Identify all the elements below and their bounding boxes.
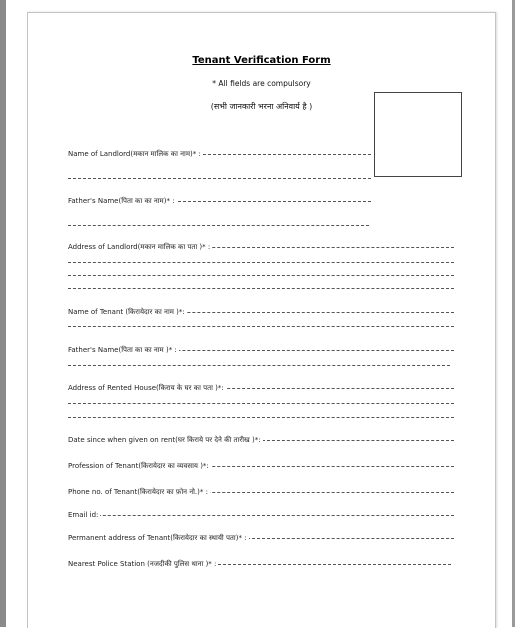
field-label: Phone no. of Tenant(किरायेदार का फ़ोन नो.)* : — [68, 488, 208, 496]
field-label: Date since when given on rent(घर किराये पर देने की तारीख )*: — [68, 436, 261, 444]
field-landlord-address[interactable] — [68, 242, 454, 252]
form-subtitle-hindi: (सभी जानकारी भरना अनिवार्य है ) — [210, 102, 313, 111]
fill-line — [68, 326, 454, 327]
field-label: Email id: — [68, 511, 99, 519]
field-email[interactable] — [68, 510, 454, 520]
field-label: Father's Name(पिता का का नाम)* : — [68, 197, 175, 205]
viewer-scrollbar[interactable] — [512, 0, 515, 627]
field-tenant-phone[interactable] — [68, 487, 454, 497]
form-subtitle: * All fields are compulsory — [212, 79, 311, 88]
field-nearest-police-station[interactable] — [68, 559, 451, 569]
viewer-left-edge — [0, 0, 6, 627]
fill-line — [68, 365, 450, 366]
field-tenant-name[interactable] — [68, 307, 454, 317]
field-rent-start-date[interactable] — [68, 435, 454, 445]
field-label: Name of Landlord(मकान मालिक का नाम)* : — [68, 150, 201, 158]
field-label: Profession of Tenant(किरायेदार का व्यवसाय )*: — [68, 462, 209, 470]
fill-line — [68, 262, 454, 263]
form-title: Tenant Verification Form — [192, 55, 331, 66]
field-label: Address of Rented House(किराय के घर का पता )*: — [68, 384, 224, 392]
fill-line — [68, 225, 369, 226]
field-label: Permanent address of Tenant(किरायेदार का स्थायी पता)* : — [68, 534, 247, 542]
field-permanent-address[interactable] — [68, 533, 454, 543]
fill-line — [68, 178, 371, 179]
field-tenant-profession[interactable] — [68, 461, 454, 471]
fill-line — [68, 417, 454, 418]
field-label: Nearest Police Station (नजदीकी पुलिस थाना )* : — [68, 560, 217, 568]
fill-line — [68, 288, 454, 289]
field-label: Address of Landlord(मकान मालिक का पता )* : — [68, 243, 211, 251]
field-tenant-father-name[interactable] — [68, 345, 454, 355]
field-landlord-father-name[interactable] — [68, 196, 371, 206]
fill-line — [68, 275, 454, 276]
fill-line — [68, 515, 454, 516]
photo-box — [374, 92, 462, 177]
fill-line — [68, 403, 454, 404]
field-label: Name of Tenant (किरायेदार का नाम )*: — [68, 308, 185, 316]
field-landlord-name[interactable] — [68, 149, 371, 159]
document-page — [27, 12, 496, 628]
field-label: Father's Name(पिता का का नाम )* : — [68, 346, 177, 354]
field-rented-house-address[interactable] — [68, 383, 454, 393]
